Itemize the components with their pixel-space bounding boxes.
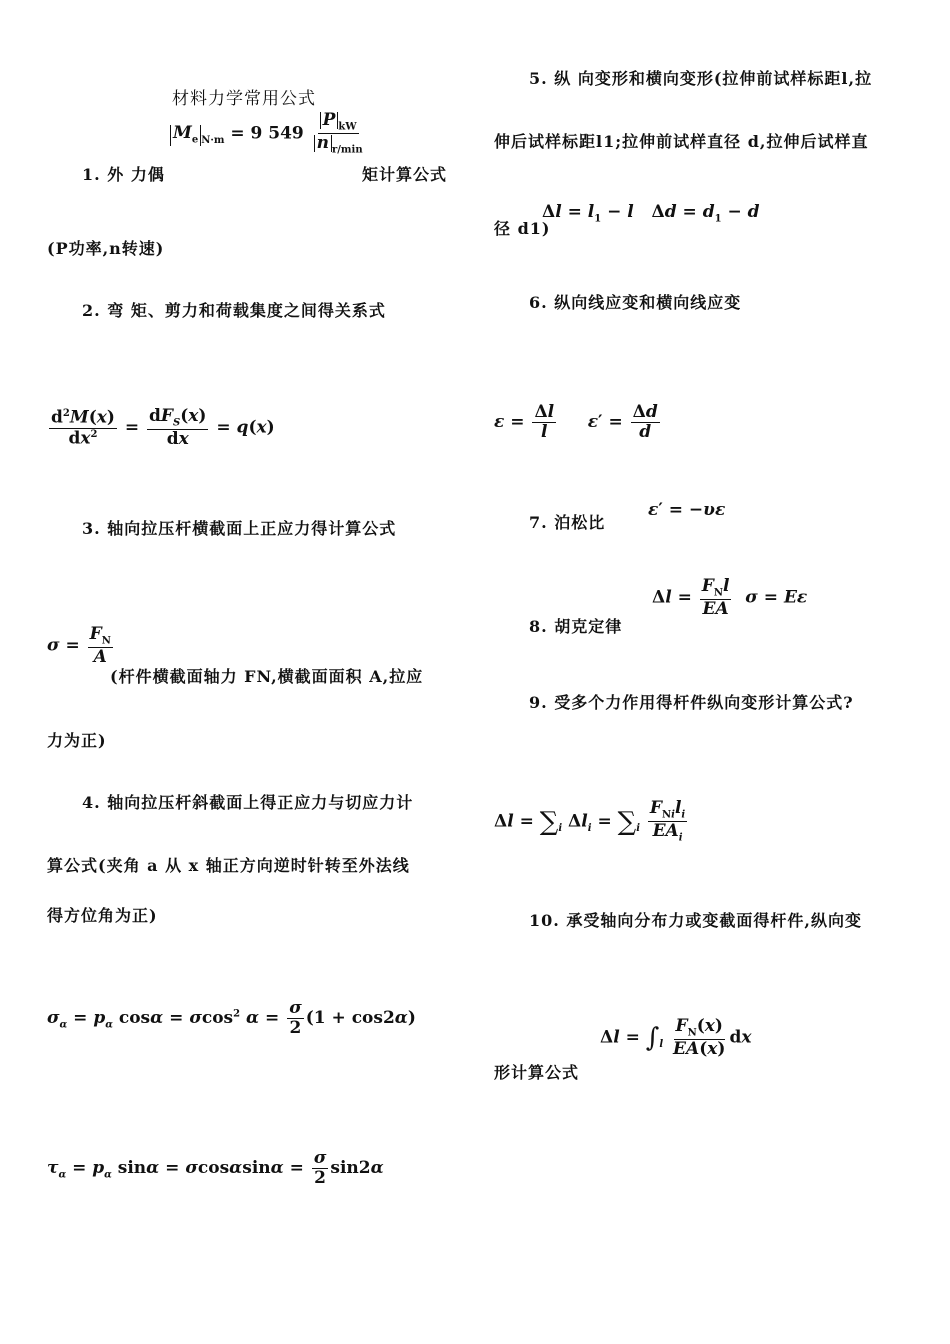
formula-integral-deformation: $\Delta l = \int_l$ $\frac{F_N(x)}{EA(x)}$ dx xyxy=(600,1016,752,1060)
item-5-label: 5. 纵 向变形和横向变形(拉伸前试样标距l,拉 xyxy=(529,69,873,88)
item-1-label-end: 矩计算公式 xyxy=(362,165,448,184)
formula-deformation: $\Delta l = l_1 - l$ $\Delta d = d_1 - d$ xyxy=(542,202,760,225)
item-2-label: 2. 弯 矩、剪力和荷载集度之间得关系式 xyxy=(82,301,386,320)
formula-oblique-shear-stress: $\tau_\alpha = p_\alpha$ sinα = σcosαsinα = $\frac{\sigma}{2}$ sin2α xyxy=(47,1148,384,1188)
formula-normal-stress: σ = $\frac{F_N}{A}$ xyxy=(47,624,111,668)
item-3-note-cont: 力为正) xyxy=(47,731,107,750)
formula-strain: ε = $\frac{\Delta l}{l}$ ε′ = $\frac{\Delta d}{d}$ xyxy=(494,402,658,442)
formula-sum-deformation: $\Delta l = \sum_i$ $\Delta l_i = \sum_i$ $\frac{F_{Ni}l_i}{EA_i}$ xyxy=(494,798,686,844)
item-3-note: (杆件横截面轴力 FN,横截面面积 A,拉应 xyxy=(110,667,424,686)
item-4-label: 4. 轴向拉压杆斜截面上得正应力与切应力计 xyxy=(82,793,414,812)
item-1-label: 1. 外 力偶 xyxy=(82,165,165,184)
formula-oblique-normal-stress: $\sigma_\alpha = p_\alpha$ cosα = σcos$^2$ α = $\frac{\sigma}{2}$ (1 + cos2α) xyxy=(47,998,416,1038)
item-5-label-cont: 伸后试样标距l1;拉伸前试样直径 d,拉伸后试样直 xyxy=(494,132,869,151)
item-1-note: (P功率,n转速) xyxy=(47,239,165,258)
item-5-label-end: 径 d1) xyxy=(494,219,551,238)
item-9-label: 9. 受多个力作用得杆件纵向变形计算公式? xyxy=(529,693,854,712)
formula-poisson: ε′ = −υε xyxy=(648,500,726,520)
formula-hooke: Δl = $\frac{F_Nl}{EA}$ σ = Eε xyxy=(652,576,808,620)
item-4-label-end: 得方位角为正) xyxy=(47,906,158,925)
formula-moment-shear: $\frac{d^2M(x)}{dx^2}$ = $\frac{dF_S(x)}{dx}$ = q(x) xyxy=(51,406,275,450)
item-10-label-end: 形计算公式 xyxy=(494,1063,580,1082)
formula-torque: $M_e$ $_{N\cdot m}$ = 9 549 $\frac{P _{kW}}{n _{r/min}}$ xyxy=(170,112,367,156)
item-10-label: 10. 承受轴向分布力或变截面得杆件,纵向变 xyxy=(529,911,862,930)
item-3-label: 3. 轴向拉压杆横截面上正应力得计算公式 xyxy=(82,519,397,538)
page-title: 材料力学常用公式 xyxy=(172,89,316,109)
item-6-label: 6. 纵向线应变和横向线应变 xyxy=(529,293,742,312)
item-7-label: 7. 泊松比 xyxy=(529,513,606,532)
item-4-label-cont: 算公式(夹角 a 从 x 轴正方向逆时针转至外法线 xyxy=(47,856,410,875)
item-8-label: 8. 胡克定律 xyxy=(529,617,623,636)
